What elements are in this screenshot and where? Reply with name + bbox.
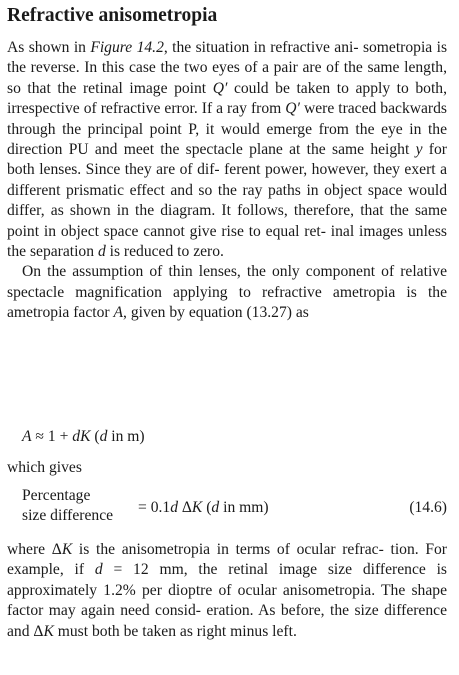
math-symbol: d (170, 499, 178, 516)
math-symbol: y (415, 141, 423, 159)
text-run: eration. As before, the size difference and Δ (7, 602, 447, 640)
text-run: in m) (107, 428, 145, 445)
text-run: sometropia is the reverse. In this case the two eyes of a (7, 39, 448, 77)
math-symbol: d (99, 428, 108, 445)
text-run: ( (90, 428, 100, 445)
math-symbol: K (43, 622, 54, 640)
math-symbol: A (22, 428, 32, 445)
connecting-text: which gives (7, 459, 82, 476)
math-symbol: A (113, 304, 124, 322)
math-symbol: d (94, 561, 103, 579)
text-run: through the principal point P, it would emerge from the (7, 120, 375, 138)
equation-ametropia-factor (22, 427, 145, 447)
math-symbol: d (97, 243, 106, 261)
text-run: point (174, 79, 213, 97)
text-run: anisometropia. The shape factor may again need consid- (7, 581, 447, 620)
text-run: ametropia is the ametropia factor (7, 283, 447, 322)
math-operator: ≈ 1 + (31, 428, 73, 445)
text-run: , given by equation (123, 304, 243, 322)
text-run: were traced backwards (299, 100, 447, 118)
equation-lhs (22, 486, 113, 526)
text-run: eye in the direction PU and meet the spectacle plane at (7, 120, 447, 159)
text-run: is reduced to zero. (105, 243, 224, 261)
math-operator: Δ (177, 499, 192, 516)
paragraph-refractive-anisometropia (7, 38, 447, 262)
text-run: could be taken to apply to both, irrespective of (7, 79, 447, 118)
equation-14-6 (22, 486, 447, 530)
text-run: On the assumption of thin lenses, the only component (22, 263, 376, 281)
text-run: as shown in the diagram. It follows, therefore, that the (50, 202, 409, 220)
text-run: pair are of the same length, so that the retinal image (7, 59, 447, 97)
section-heading: Refractive anisometropia (7, 5, 218, 26)
math-symbol: Q′ (285, 100, 300, 118)
section-body (7, 38, 447, 324)
paragraph-anisometropia-explanation (7, 540, 447, 642)
equation-reference: (13.27) as (246, 304, 309, 322)
text-run: where Δ (7, 541, 62, 558)
math-operator: = 0.1 (138, 499, 171, 516)
text-run: in mm) (219, 499, 269, 516)
text-run: refractive error. If a ray from (100, 100, 286, 118)
paragraph-thin-lens-assumption (7, 262, 447, 323)
equation-lhs-top: Percentage (22, 487, 91, 504)
math-symbol: K (191, 499, 203, 516)
text-run: be taken as right minus left. (123, 622, 297, 640)
math-symbol: K (61, 541, 73, 558)
text-run: As shown in (7, 39, 91, 56)
figure-reference-link[interactable]: Figure 14.2 (90, 39, 164, 56)
text-run: ferent power, however, they exert a different prismatic (7, 161, 447, 199)
text-run: of relative spectacle magnification applying to refractive (7, 263, 447, 301)
text-run: difference is approximately 1.2% per dioptre of ocular (7, 561, 447, 599)
text-run: must both (53, 622, 120, 640)
text-run: ( (202, 499, 212, 516)
text-run: = 12 mm, the retinal image size (102, 561, 353, 579)
equation-rhs (138, 498, 269, 518)
text-run: the same height (306, 141, 416, 159)
text-run: , the situation in refractive ani- (163, 39, 359, 56)
text-run: same point in object space cannot give rise to equal ret- (7, 202, 447, 240)
text-run: for both lenses. Since they are of dif- (7, 141, 447, 179)
text-run: inal images unless the separation (7, 222, 447, 261)
math-symbol: d (211, 499, 220, 516)
equation-lhs-bottom: size difference (22, 507, 114, 524)
text-run: tion. For example, if (7, 541, 447, 579)
math-symbol: dK (72, 428, 91, 445)
text-run: is the anisometropia in terms of ocular refrac- (72, 541, 384, 558)
equation-number: (14.6) (409, 499, 447, 516)
math-symbol: Q′ (212, 79, 228, 97)
text-run: effect and so the ray paths in object space would differ, (7, 181, 447, 220)
